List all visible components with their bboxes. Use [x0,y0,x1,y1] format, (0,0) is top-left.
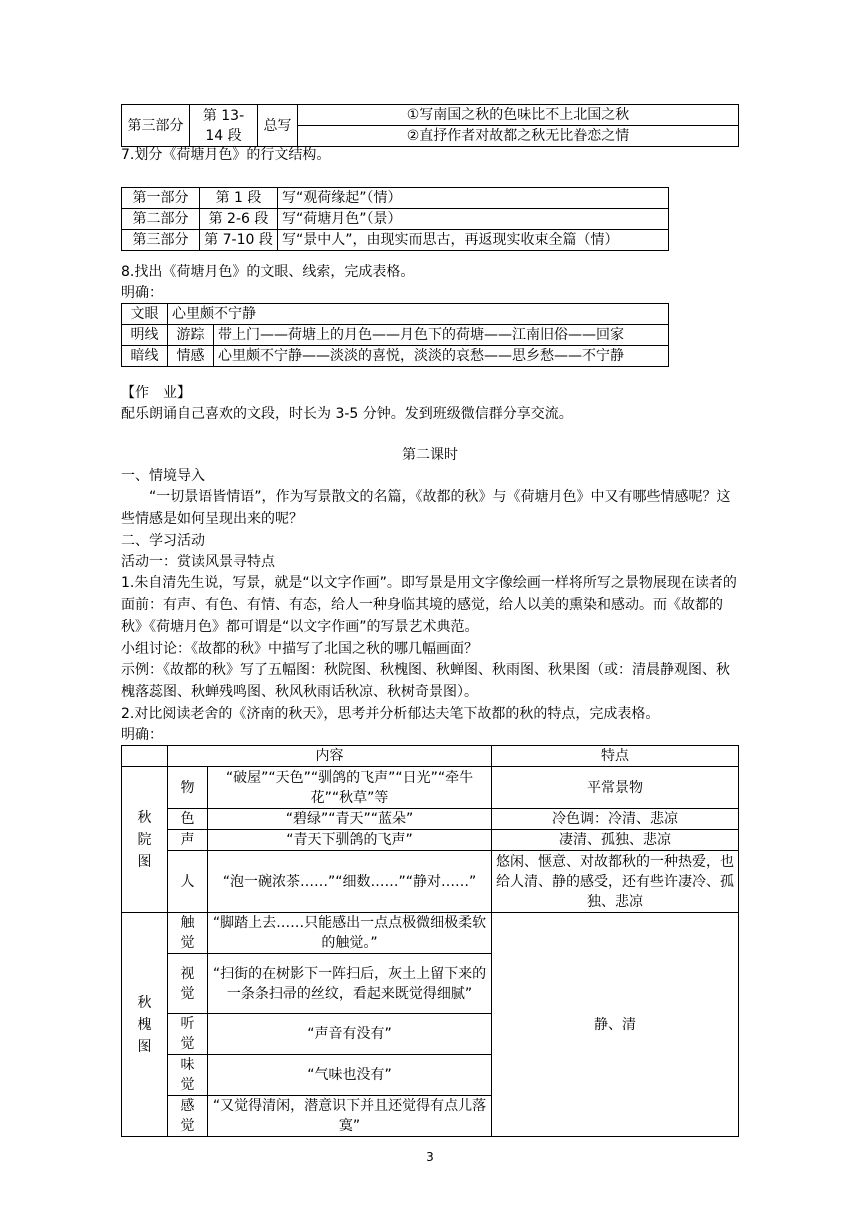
item-1-text: 1.朱自清先生说，写景，就是“以文字作画”。即写景是用文字像绘画一样将所写之景物展现在读者的面前：有声、有色、有情、有态，给人一种身临其境的感觉，给人以美的熏染和感动。而《故都的秋》《荷塘月色》都可谓是“以文字作画”的写景艺术典范。 [121,575,737,635]
table-cell [122,746,168,767]
group-discussion: 小组讨论：《故都的秋》中描写了北国之秋的哪几幅画面？ [121,641,478,657]
lesson-2-title: 第二课时 [402,447,458,463]
table-cell: 明线 [122,325,168,346]
row-key-text: 触觉 [180,915,195,951]
table-cell: 第 2-6 段 [200,209,278,230]
row-key [168,1096,208,1137]
row-key: 人 [168,851,208,913]
row-content: “青天下驯鸽的飞声” [208,830,492,851]
row-content: “气味也没有” [208,1055,492,1096]
item-2-text: 2.对比阅读老舍的《济南的秋天》，思考并分析郁达夫笔下故都的秋的特点，完成表格。 [121,706,660,722]
section-1-text: “一切景语皆情语”，作为写景散文的名篇，《故都的秋》与《荷塘月色》中又有哪些情感呢？这些情感是如何呈现出来的呢？ [121,489,731,527]
table-cell: 暗线 [122,346,168,367]
part-label: 第三部分 [122,105,190,147]
question-8: 8.找出《荷塘月色》的文眼、线索，完成表格。 [121,264,415,280]
table-eye [121,303,669,367]
table-cell: 游踪 [168,325,214,346]
table-cell: 第 7-10 段 [200,230,278,251]
row-content: “泡一碗浓茶……”“细数……”“静对……” [208,851,492,913]
table-cell: 写“观荷缘起”（情） [278,188,669,209]
row-key-text: 味觉 [180,1057,195,1093]
row-content: “脚踏上去……只能感出一点点极微细极柔软的触觉。” [208,913,492,954]
eye-label: 文眼 [122,304,168,325]
example-text: 示例：《故都的秋》写了五幅图：秋院图、秋槐图、秋蝉图、秋雨图、秋果图（或：清晨静观图、秋槐落蕊图、秋蝉残鸣图、秋风秋雨话秋凉、秋树奇景图）。 [121,662,730,700]
table-cell: 第一部分 [122,188,200,209]
activity-1-title: 活动一：赏读风景寻特点 [121,554,275,570]
table-cell: ①写南国之秋的色味比不上北国之秋 [298,105,739,126]
row-key: 声 [168,830,208,851]
row-feature: 凄清、孤独、悲凉 [492,830,739,851]
row-content: “碧绿”“青天”“蓝朵” [208,809,492,830]
row-content: “扫街的在树影下一阵扫后，灰土上留下来的一条条扫帚的丝纹，看起来既觉得细腻” [208,954,492,1014]
homework-text: 配乐朗诵自己喜欢的文段，时长为 3-5 分钟。发到班级微信群分享交流。 [121,406,573,422]
row-key-text: 听觉 [180,1016,195,1052]
table-cell: 写“荷塘月色”（景） [278,209,669,230]
table-cell: 情感 [168,346,214,367]
table-structure [121,187,669,251]
row-feature: 悠闲、惬意、对故都秋的一种热爱，也给人清、静的感受，还有些许凄冷、孤独、悲凉 [492,851,739,913]
table-autumn-pictures [121,745,739,1137]
row-key-text: 感觉 [180,1098,195,1134]
table-cell: 第二部分 [122,209,200,230]
row-feature: 冷色调：冷清、悲凉 [492,809,739,830]
table-cell: 写“景中人”，由现实而思古，再返现实收束全篇（情） [278,230,669,251]
header-feature: 特点 [492,746,739,767]
group-locust-name: 秋槐图 [137,994,152,1055]
page-number: 3 [426,1150,434,1164]
row-key: 色 [168,809,208,830]
row-feature: 平常景物 [492,767,739,809]
row-key-text: 视觉 [180,965,195,1002]
eye-value: 心里颇不宁静 [168,304,669,325]
homework-title: 【作 业】 [121,385,191,401]
group-locust-feature: 静、清 [492,913,739,1137]
table-part3 [121,104,739,147]
group-yard-name: 秋院图 [137,809,152,870]
row-content: “又觉得清闲，潜意识下并且还觉得有点儿落寞” [208,1096,492,1137]
table-cell: 第三部分 [122,230,200,251]
row-key [168,1055,208,1096]
header-content: 内容 [168,746,492,767]
section-2-title: 二、学习活动 [121,533,205,549]
row-content: “破屋”“天色”“驯鸽的飞声”“日光”“牵牛花”“秋草”等 [208,767,492,809]
group-yard-label [122,767,168,913]
row-key [168,954,208,1014]
row-key: 物 [168,767,208,809]
table-cell: ②直抒作者对故都之秋无比眷恋之情 [298,126,739,147]
table-cell: 心里颇不宁静——淡淡的喜悦，淡淡的哀愁——思乡愁——不宁静 [214,346,669,367]
table-cell: 第 1 段 [200,188,278,209]
paragraph-range: 第 13-14 段 [190,105,258,147]
answer-label: 明确： [121,727,163,743]
row-content: “声音有没有” [208,1014,492,1055]
row-key [168,913,208,954]
question-7: 7.划分《荷塘月色》的行文结构。 [121,147,331,163]
row-key [168,1014,208,1055]
section-1-title: 一、情境导入 [121,468,205,484]
table-cell: 带上门——荷塘上的月色——月色下的荷塘——江南旧俗——回家 [214,325,669,346]
writing-type: 总写 [258,105,298,147]
group-locust-label [122,913,168,1137]
answer-label: 明确： [121,285,163,301]
